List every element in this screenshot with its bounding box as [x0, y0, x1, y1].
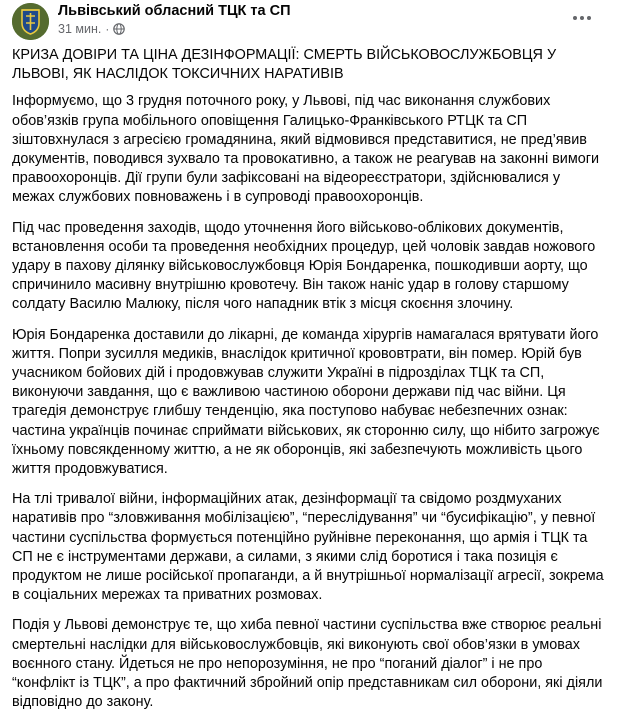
- post-paragraph: Подія у Львові демонструє те, що хиба певної частини суспільства вже створює реальні смертельні наслідки для військовослужбовців, які виконують свої обов’язки в умовах воєнного стану. Йдеться не про непорозуміння, не про “поганий діалог” і не про “конфлікт із ТЦК”, а про фактичний збройний опір представникам сил оборони, які діяли відповідно до закону.: [12, 617, 603, 711]
- post-header: [0, 0, 618, 42]
- more-options-button[interactable]: [566, 2, 598, 34]
- page-avatar[interactable]: [12, 3, 49, 40]
- post-paragraph: Під час проведення заходів, щодо уточнення його військово-облікових документів, встановлення особи та проведення необхідних процедур, цей чоловік завдав ножового удару в пахову ділянку військовослужбовця Юрія Бондаренка, пошкодивши аорту, що спричинило масивну внутрішню кровотечу. Він також наніс удар в голову старшому солдату Василю Малюку, після чого нападник втік з місця скоєння злочину.: [12, 219, 596, 313]
- page-name-link[interactable]: Львівський обласний ТЦК та СП: [58, 3, 291, 19]
- post-meta: [58, 22, 125, 36]
- coat-of-arms-emblem-icon: [12, 3, 49, 40]
- post-title: КРИЗА ДОВІРИ ТА ЦІНА ДЕЗІНФОРМАЦІЇ: СМЕРТЬ ВІЙСЬКОВОСЛУЖБОВЦЯ У ЛЬВОВІ, ЯК НАСЛІДОК ТОКСИЧНИХ НАРАТИВІВ: [12, 47, 557, 83]
- post-body: [12, 46, 606, 724]
- globe-icon: [113, 23, 125, 35]
- post-paragraph: Юрія Бондаренка доставили до лікарні, де команда хірургів намагалася врятувати його життя. Попри зусилля медиків, внаслідок критичної крововтрати, він помер. Юрій був учасником бойових дій і продовжував служити Україні в підрозділах ТЦК та СП, виконуючи завдання, що є важливою частиною оборони держави під час війни. Ця трагедія демонструє глибшу тенденцію, яка поступово набуває небезпечних ознак: частина українців починає сприймати військових, як сторонню силу, що нібито загрожує їхньому повсякденному життю, а не як оборонців, які забезпечують можливість цього життя продовжуватися.: [12, 326, 600, 478]
- post-time[interactable]: 31 мин.: [58, 22, 102, 36]
- post-paragraph: На тлі тривалої війни, інформаційних атак, дезінформації та свідомо роздмуханих наративів про “зловживання мобілізацією”, “переслідування” чи “бусифікацію”, у певної частини суспільства формується потенційно руйнівне переконання, що армія і ТЦК та СП не є інструментами держави, а силами, з якими слід боротися і така позиція є продуктом не лише російської пропаганди, а й внутрішньої нормалізації агресії, зокрема в соціальних мережах та приватних розмовах.: [12, 491, 604, 604]
- post-paragraph: Інформуємо, що 3 грудня поточного року, у Львові, під час виконання службових обов’язків група мобільного оповіщення Галицько-Франківського РТЦК та СП зіштовхнулася з агресією громадянина, який відмовився представитися, не пред’явив документів, поводився зухвало та провокативно, а також не реагував на законні вимоги правоохоронців. Дії групи були зафіксовані на відеореєстратори, здійснювалися у межах службових повноважень і в супроводі правоохоронців.: [12, 93, 600, 206]
- more-horizontal-icon: [572, 15, 592, 21]
- meta-separator: ·: [105, 22, 110, 36]
